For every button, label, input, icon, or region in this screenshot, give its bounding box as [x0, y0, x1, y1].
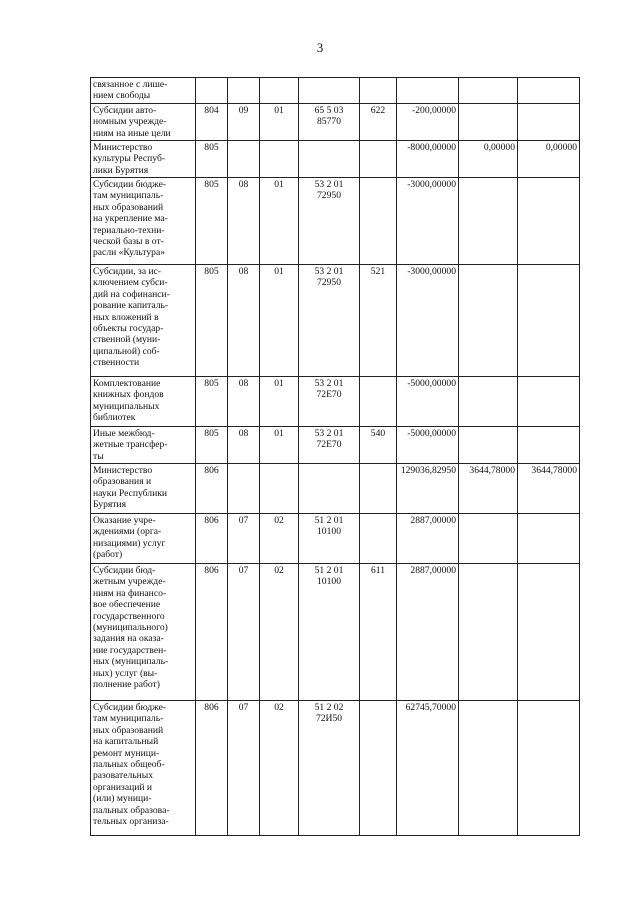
row-name: Комплектование книжных фондов муниципальных библиотек [91, 377, 196, 427]
subsection-code [260, 464, 299, 514]
row-name: Министерство культуры Респуб- лики Бурятия [91, 141, 196, 178]
budget-table [90, 77, 580, 836]
table-row [91, 265, 580, 377]
expense-type-code [360, 178, 397, 265]
amount-year-2 [459, 514, 518, 564]
section-code: 07 [228, 701, 260, 836]
target-article-code: 65 5 03 85770 [299, 104, 360, 141]
amount-year-3 [518, 514, 580, 564]
table-row [91, 104, 580, 141]
page-number: 3 [316, 40, 324, 55]
row-name: Оказание учре- ждениями (орга- низациями) услуг (работ) [91, 514, 196, 564]
target-article-code [299, 464, 360, 514]
section-code: 09 [228, 104, 260, 141]
amount-year-2 [459, 427, 518, 464]
expense-type-code [360, 141, 397, 178]
section-code: 08 [228, 265, 260, 377]
section-code [228, 141, 260, 178]
expense-type-code: 540 [360, 427, 397, 464]
amount-year-1: -3000,00000 [397, 265, 459, 377]
grbs-code: 806 [196, 514, 228, 564]
target-article-code: 51 2 02 72И50 [299, 701, 360, 836]
grbs-code: 806 [196, 564, 228, 701]
expense-type-code [360, 701, 397, 836]
grbs-code: 805 [196, 265, 228, 377]
table-row [91, 464, 580, 514]
target-article-code: 53 2 01 72950 [299, 265, 360, 377]
amount-year-2 [459, 265, 518, 377]
amount-year-1: -5000,00000 [397, 377, 459, 427]
amount-year-2 [459, 701, 518, 836]
grbs-code [196, 78, 228, 104]
section-code: 08 [228, 377, 260, 427]
section-code: 08 [228, 178, 260, 265]
amount-year-1: 62745,70000 [397, 701, 459, 836]
subsection-code [260, 78, 299, 104]
expense-type-code [360, 464, 397, 514]
amount-year-2 [459, 104, 518, 141]
table-row [91, 427, 580, 464]
subsection-code: 01 [260, 427, 299, 464]
expense-type-code [360, 377, 397, 427]
amount-year-3 [518, 265, 580, 377]
grbs-code: 805 [196, 141, 228, 178]
table-row [91, 141, 580, 178]
target-article-code: 53 2 01 72Е70 [299, 377, 360, 427]
amount-year-3 [518, 564, 580, 701]
row-name: Субсидии бюд- жетным учрежде- ниям на финансо- вое обеспечение государственного (муниципального) задания на оказа- ние государствен- ных (муниципаль- ных) услуг (вы- полнение работ) [91, 564, 196, 701]
row-name: Иные межбюд- жетные трансфер- ты [91, 427, 196, 464]
section-code: 07 [228, 564, 260, 701]
expense-type-code: 521 [360, 265, 397, 377]
section-code [228, 78, 260, 104]
table-row [91, 178, 580, 265]
amount-year-3 [518, 78, 580, 104]
table-row [91, 78, 580, 104]
table-row [91, 377, 580, 427]
subsection-code: 02 [260, 564, 299, 701]
amount-year-3 [518, 427, 580, 464]
amount-year-2 [459, 178, 518, 265]
amount-year-3: 0,00000 [518, 141, 580, 178]
subsection-code: 02 [260, 514, 299, 564]
target-article-code [299, 78, 360, 104]
subsection-code: 02 [260, 701, 299, 836]
amount-year-2 [459, 78, 518, 104]
subsection-code: 01 [260, 377, 299, 427]
target-article-code: 53 2 01 72Е70 [299, 427, 360, 464]
target-article-code: 53 2 01 72950 [299, 178, 360, 265]
amount-year-3 [518, 377, 580, 427]
expense-type-code: 622 [360, 104, 397, 141]
row-name: Субсидии бюдже- там муниципаль- ных образований на укрепление ма- териально-техни- ческой базы в от- расли «Культура» [91, 178, 196, 265]
amount-year-1: -3000,00000 [397, 178, 459, 265]
amount-year-1 [397, 78, 459, 104]
grbs-code: 805 [196, 178, 228, 265]
amount-year-2: 3644,78000 [459, 464, 518, 514]
amount-year-1: -8000,00000 [397, 141, 459, 178]
subsection-code: 01 [260, 104, 299, 141]
section-code: 07 [228, 514, 260, 564]
target-article-code: 51 2 01 10100 [299, 564, 360, 701]
amount-year-1: 2887,00000 [397, 564, 459, 701]
row-name: связанное с лише- нием свободы [91, 78, 196, 104]
expense-type-code: 611 [360, 564, 397, 701]
expense-type-code [360, 514, 397, 564]
grbs-code: 805 [196, 427, 228, 464]
subsection-code: 01 [260, 265, 299, 377]
target-article-code [299, 141, 360, 178]
row-name: Субсидии, за ис- ключением субси- дий на софинанси- рование капиталь- ных вложений в объекты государ- ственной (муни- ципальной) соб- ственности [91, 265, 196, 377]
grbs-code: 804 [196, 104, 228, 141]
amount-year-3 [518, 701, 580, 836]
amount-year-3 [518, 178, 580, 265]
amount-year-1: 129036,82950 [397, 464, 459, 514]
grbs-code: 806 [196, 701, 228, 836]
amount-year-1: -200,00000 [397, 104, 459, 141]
amount-year-3 [518, 104, 580, 141]
subsection-code [260, 141, 299, 178]
amount-year-3: 3644,78000 [518, 464, 580, 514]
amount-year-1: 2887,00000 [397, 514, 459, 564]
amount-year-2 [459, 564, 518, 701]
row-name: Субсидии бюдже- там муниципаль- ных образований на капитальный ремонт муници- пальных общеоб- разовательных организаций и (или) муници- пальных образова- тельных организа- [91, 701, 196, 836]
grbs-code: 806 [196, 464, 228, 514]
amount-year-2 [459, 377, 518, 427]
section-code: 08 [228, 427, 260, 464]
amount-year-1: -5000,00000 [397, 427, 459, 464]
table-body [91, 78, 580, 836]
row-name: Субсидии авто- номным учрежде- ниям на иные цели [91, 104, 196, 141]
expense-type-code [360, 78, 397, 104]
amount-year-2: 0,00000 [459, 141, 518, 178]
section-code [228, 464, 260, 514]
target-article-code: 51 2 01 10100 [299, 514, 360, 564]
grbs-code: 805 [196, 377, 228, 427]
row-name: Министерство образования и науки Республики Бурятия [91, 464, 196, 514]
table-row [91, 514, 580, 564]
subsection-code: 01 [260, 178, 299, 265]
table-row [91, 701, 580, 836]
table-row [91, 564, 580, 701]
